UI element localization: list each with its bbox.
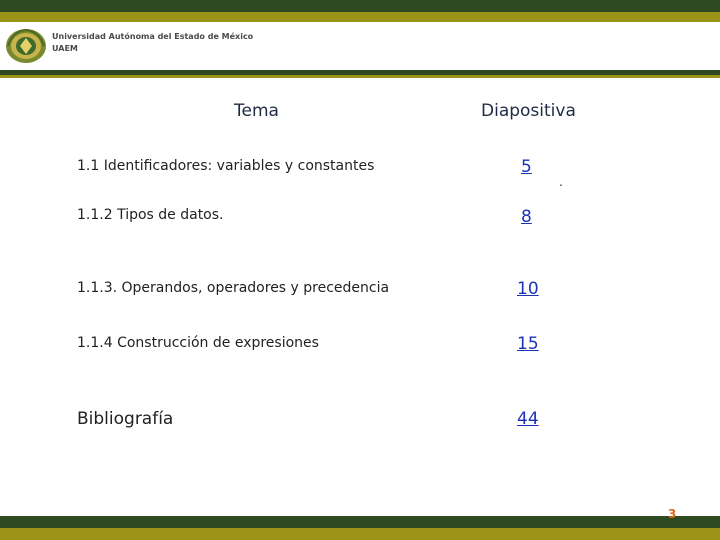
toc-row-title: 1.1 Identificadores: variables y constantes: [77, 158, 375, 174]
institution-name: Universidad Autónoma del Estado de México: [52, 32, 254, 41]
toc-row-slide-link[interactable]: 10: [517, 279, 539, 299]
toc-row-title: 1.1.3. Operandos, operadores y precedencia: [77, 280, 390, 296]
institution-abbreviation: UAEM: [52, 44, 78, 53]
toc-row-slide-link[interactable]: 15: [517, 334, 539, 354]
column-header-slide: Diapositiva: [481, 101, 576, 121]
header-band-dark: [0, 0, 720, 12]
toc-row-slide-link[interactable]: 44: [517, 409, 539, 429]
toc-row-slide-link[interactable]: 8: [521, 207, 532, 227]
column-header-topic: Tema: [234, 101, 279, 121]
toc-row-title: 1.1.4 Construcción de expresiones: [77, 335, 319, 351]
toc-row-slide-link[interactable]: 5: [521, 157, 532, 177]
stray-dot: .: [559, 175, 563, 189]
header-band-gold: [0, 12, 720, 22]
header-rule-gold: [0, 75, 720, 78]
toc-row-title: Bibliografía: [77, 409, 174, 429]
footer-band-dark: [0, 516, 720, 528]
footer-band-gold: [0, 528, 720, 540]
university-seal-icon: [5, 27, 47, 65]
page-number: 3: [668, 507, 677, 521]
toc-row-title: 1.1.2 Tipos de datos.: [77, 207, 224, 223]
